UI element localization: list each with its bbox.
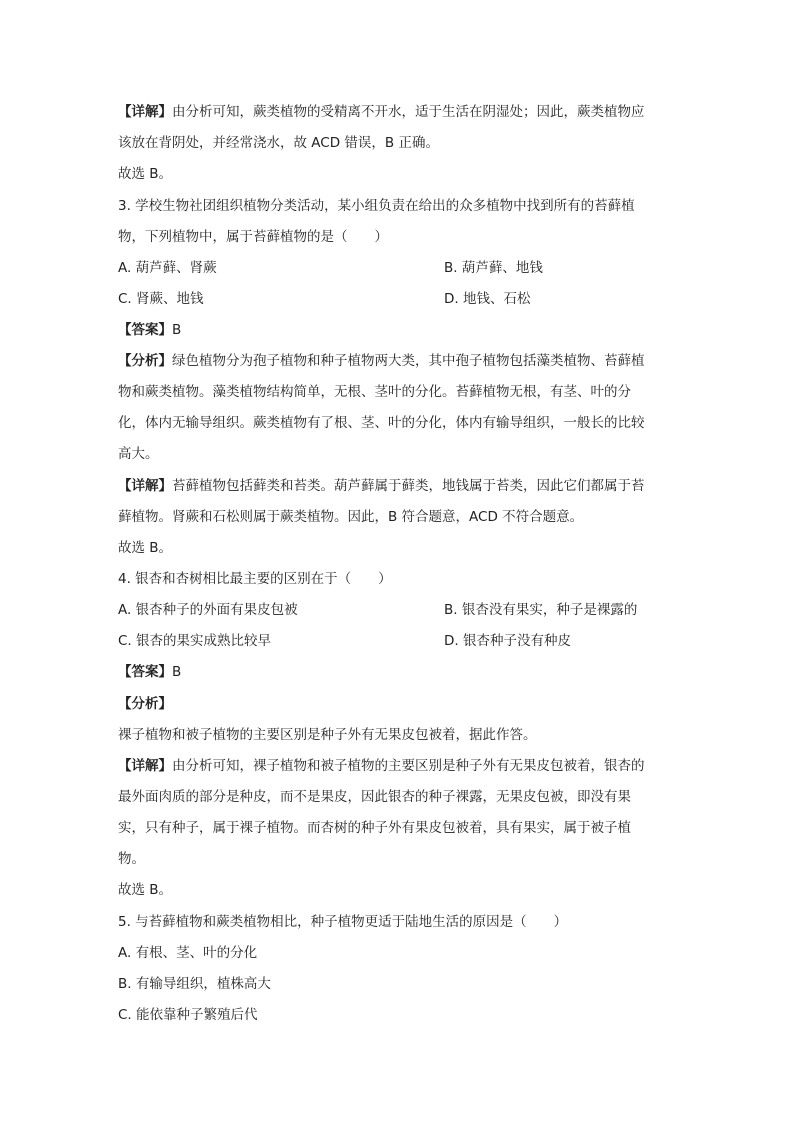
q2-detail-line-2: 该放在背阴处，并经常浇水，故 ACD 错误，B 正确。: [118, 135, 439, 151]
q2-conclusion: 故选 B。: [118, 166, 173, 182]
q4-analysis-line-1: 裸子植物和被子植物的主要区别是种子外有无果皮包被着，据此作答。: [118, 727, 537, 743]
q2-detail-line-1: 【详解】由分析可知，蕨类植物的受精离不开水，适于生活在阴湿处；因此，蕨类植物应: [118, 104, 645, 120]
q4-conclusion: 故选 B。: [118, 882, 173, 898]
q4-analysis-tag: 【分析】: [118, 696, 172, 712]
q5-stem: 5. 与苔藓植物和蕨类植物相比，种子植物更适于陆地生活的原因是（ ）: [118, 914, 568, 930]
q4-stem: 4. 银杏和杏树相比最主要的区别在于（ ）: [118, 571, 392, 587]
q3-analysis-line-1: 【分析】绿色植物分为孢子植物和种子植物两大类，其中孢子植物包括藻类植物、苔藓植: [118, 353, 645, 369]
q4-detail-line-2: 最外面肉质的部分是种皮，而不是果皮，因此银杏的种子裸露，无果皮包被，即没有果: [118, 789, 631, 805]
q3-option-d: D. 地钱、石松: [444, 291, 531, 307]
q4-detail-line-1: 【详解】由分析可知，裸子植物和被子植物的主要区别是种子外有无果皮包被着，银杏的: [118, 758, 645, 774]
q3-analysis-line-2: 物和蕨类植物。藻类植物结构简单，无根、茎叶的分化。苔藓植物无根，有茎、叶的分: [118, 384, 631, 400]
q4-option-d: D. 银杏种子没有种皮: [444, 633, 571, 649]
answer-tag: 【答案】: [118, 664, 172, 680]
q3-stem-line-2: 物，下列植物中，属于苔藓植物的是（ ）: [118, 229, 388, 245]
detail-tag: 【详解】: [118, 758, 172, 774]
analysis-tag: 【分析】: [118, 353, 172, 369]
q3-analysis-line-4: 高大。: [118, 446, 159, 462]
q3-option-b: B. 葫芦藓、地钱: [444, 260, 543, 276]
q3-option-a: A. 葫芦藓、肾蕨: [118, 260, 217, 276]
q3-conclusion: 故选 B。: [118, 540, 173, 556]
q3-option-c: C. 肾蕨、地钱: [118, 291, 204, 307]
q3-detail-line-2: 藓植物。肾蕨和石松则属于蕨类植物。因此，B 符合题意，ACD 不符合题意。: [118, 509, 584, 525]
q4-option-c: C. 银杏的果实成熟比较早: [118, 633, 272, 649]
q3-answer: 【答案】B: [118, 322, 182, 338]
q5-option-b: B. 有输导组织，植株高大: [118, 976, 271, 992]
q4-option-a: A. 银杏种子的外面有果皮包被: [118, 602, 298, 618]
answer-tag: 【答案】: [118, 322, 172, 338]
detail-tag: 【详解】: [118, 478, 172, 494]
q3-detail-line-1: 【详解】苔藓植物包括藓类和苔类。葫芦藓属于藓类，地钱属于苔类，因此它们都属于苔: [118, 478, 645, 494]
q3-stem-line-1: 3. 学校生物社团组织植物分类活动，某小组负责在给出的众多植物中找到所有的苔藓植: [118, 198, 635, 214]
q4-detail-line-3: 实，只有种子，属于裸子植物。而杏树的种子外有果皮包被着，具有果实，属于被子植: [118, 820, 631, 836]
q4-option-b: B. 银杏没有果实，种子是裸露的: [444, 602, 638, 618]
detail-tag: 【详解】: [118, 104, 172, 120]
q4-detail-line-4: 物。: [118, 851, 145, 867]
q3-analysis-line-3: 化，体内无输导组织。蕨类植物有了根、茎、叶的分化，体内有输导组织，一般长的比较: [118, 415, 645, 431]
q5-option-c: C. 能依靠种子繁殖后代: [118, 1007, 258, 1023]
q4-answer: 【答案】B: [118, 664, 182, 680]
q5-option-a: A. 有根、茎、叶的分化: [118, 945, 258, 961]
